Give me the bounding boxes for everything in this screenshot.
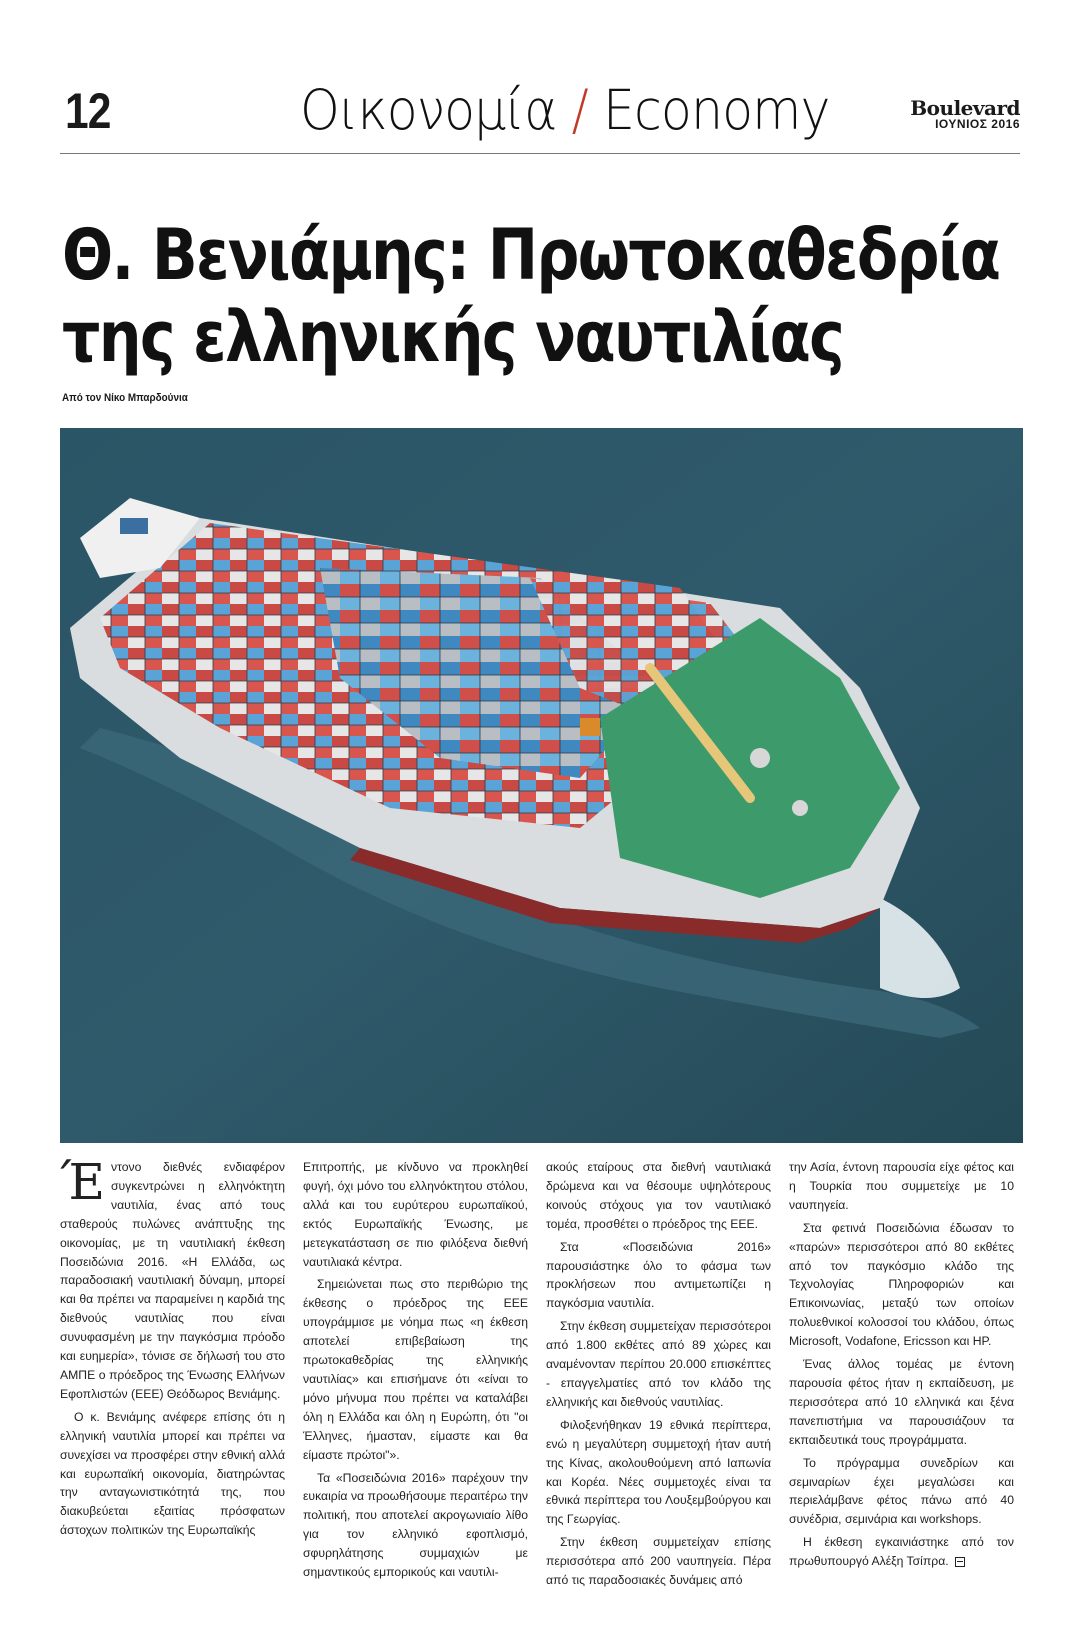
deck-winch: [750, 748, 770, 768]
paragraph: Τα «Ποσειδώνια 2016» παρέχουν την ευκαιρία να προωθήσουμε περαιτέρω την πολιτική, που αποτελεί ακρογωνιαίο λίθο για τον ελληνικό εφοπλισμό, σφυρηλάτησης συμμαχιών με σημαντικούς εμπορικούς και ναυτιλι-: [303, 1470, 528, 1580]
paragraph: [789, 1533, 1014, 1571]
deck-winch-2: [792, 800, 808, 816]
paragraph: Σημειώνεται πως στο περιθώριο της έκθεσης ο πρόεδρος της ΕΕΕ υπογράμμισε με νόημα πως «η έκθεση αποτελεί επιβεβαίωση της πρωτοκαθεδρίας της ελληνικής ναυτιλίας» και επισήμανε ότι «είναι το μόνο μήνυμα που πρέπει να καταλάβει όλη η Ελλάδα και όλη η Ευρώπη, ότι "οι Έλληνες, ήμασταν, είμαστε και θα είμαστε πρώτοι"».: [303, 1277, 528, 1462]
paragraph-text: ντονο διεθνές ενδιαφέρον συγκεντρώνει η ελληνόκτητη ναυτιλία, ένας από τους σταθερούς πυλώνες ανάπτυξης της οικονομίας, με τη ναυτιλιακή έκθεση Ποσειδώνια 2016. «Η Ελλάδα, ως παραδοσιακή ναυτιλιακή δύναμη, μπορεί και θα πρέπει να παραμείνει η καρδιά της διεθνούς ναυτιλίας που είναι συνυφασμένη με την παγκόσμια πρόοδο και ευημερία», τόνισε σε δήλωσή του στο ΑΜΠΕ ο πρόεδρος της Ένωσης Ελλήνων Εφοπλιστών (ΕΕΕ) Θεόδωρος Βενιάμης.: [60, 1160, 285, 1401]
issue-date: ΙΟΥΝΙΟΣ 2016: [935, 117, 1020, 131]
container-ship-image: [60, 428, 1023, 1143]
paragraph: Στην έκθεση συμμετείχαν περισσότεροι από 1.800 εκθέτες από 89 χώρες και αναμένονταν περίπου 20.000 επισκέπτες - επαγγελματίες από τον κλάδο της ελληνικής και διεθνούς ναυτιλίας.: [546, 1319, 771, 1409]
headline-line-1: Θ. Βενιάμης: Πρωτοκαθεδρία: [62, 214, 1000, 296]
paragraph: Στα φετινά Ποσειδώνια έδωσαν το «παρών» περισσότεροι από 80 εκθέτες από τον παγκόσμιο κλάδο της Τεχνολογίας Πληροφοριών και Επικοινωνίας, μεταξύ των οποίων πολυεθνικοί κολοσσοί του κλάδου, όπως Microsoft, Vodafone, Ericsson και HP.: [789, 1220, 1014, 1349]
header-divider: [60, 153, 1020, 154]
end-of-article-icon: [955, 1557, 965, 1567]
article-headline: [62, 214, 1000, 378]
article-body: [54, 1153, 1026, 1608]
article-column-4: [783, 1158, 1026, 1608]
drop-cap: Έ: [60, 1153, 105, 1211]
paragraph: Ένας άλλος τομέας με έντονη παρουσία φέτος ήταν η εκπαίδευση, με περισσότερα από 10 ελληνικά και ξένα πανεπιστήμια να παρουσιάζουν τα εκπαιδευτικά τους προγράμματα.: [789, 1357, 1014, 1447]
publication-brand: [910, 98, 1020, 130]
article-byline: Από τον Νίκο Μπαρδούνια: [62, 392, 188, 404]
paragraph: την Ασία, έντονη παρουσία είχε φέτος και η Τουρκία που συμμετείχε με 10 ναυπηγεία.: [789, 1160, 1014, 1212]
deck-reel: [580, 718, 600, 736]
page-number: 12: [65, 83, 111, 139]
brand-name: Boulevard: [910, 96, 1020, 120]
headline-line-2: της ελληνικής ναυτιλίας: [62, 296, 844, 378]
article-photo: [60, 428, 1023, 1143]
article-column-1: [54, 1153, 297, 1608]
section-title-greek: Οικονομία: [300, 78, 557, 142]
section-title: [300, 78, 830, 142]
paragraph: Στην έκθεση συμμετείχαν επίσης περισσότερα από 200 ναυπηγεία. Πέρα από τις παραδοσιακές δυνάμεις από: [546, 1535, 771, 1588]
article-column-3: [540, 1158, 783, 1608]
paragraph: Το πρόγραμμα συνεδρίων και σεμιναρίων έχει μεγαλώσει και περιελάμβανε φέτος πάνω από 40 συνέδρια, σεμινάρια και workshops.: [789, 1455, 1014, 1527]
paragraph: Στα «Ποσειδώνια 2016» παρουσιάστηκε όλο το φάσμα των προκλήσεων που αντιμετωπίζει η παγκόσμια ναυτιλία.: [546, 1239, 771, 1311]
paragraph: Επιτροπής, με κίνδυνο να προκληθεί φυγή, όχι μόνο του ελληνόκτητου στόλου, αλλά και του ευρύτερου ευρωπαϊκού, εκτός Ευρωπαϊκής Ένωσης, με μετεγκατάσταση σε πιο φιλόξενα διεθνή ναυτιλιακά κέντρα.: [303, 1160, 528, 1269]
article-column-2: [297, 1158, 540, 1608]
page-header: [60, 78, 1020, 153]
paragraph-text: Η έκθεση εγκαινιάστηκε από τον πρωθυπουργό Αλέξη Τσίπρα.: [789, 1535, 1014, 1569]
paragraph: Φιλοξενήθηκαν 19 εθνικά περίπτερα, ενώ η μεγαλύτερη συμμετοχή ήταν αυτή της Κίνας, ακολουθούμενη από Ιαπωνία και Κορέα. Νέες συμμετοχές είναι τα εθνικά περίπτερα του Λουξεμβούργου και της Γεωργίας.: [546, 1417, 771, 1527]
paragraph: Ο κ. Βενιάμης ανέφερε επίσης ότι η ελληνική ναυτιλία μπορεί και πρέπει να συνεχίσει να προσφέρει στην εθνική αλλά και ευρωπαϊκή οικονομία, διατηρώντας την ανταγωνιστικότητά της, που διακυβεύεται εξαιτίας πρόσφατων άστοχων πολιτικών της Ευρωπαϊκής: [60, 1409, 285, 1538]
bridge-window: [120, 518, 148, 534]
paragraph: [60, 1153, 285, 1404]
section-separator: /: [571, 78, 588, 142]
paragraph: ακούς εταίρους στα διεθνή ναυτιλιακά δρώμενα και να θέσουμε υψηλότερους κοινούς στόχους για τον ναυτιλιακό τομέα, προσθέτει ο πρόεδρος της ΕΕΕ.: [546, 1160, 771, 1231]
section-title-english: Economy: [602, 78, 830, 142]
